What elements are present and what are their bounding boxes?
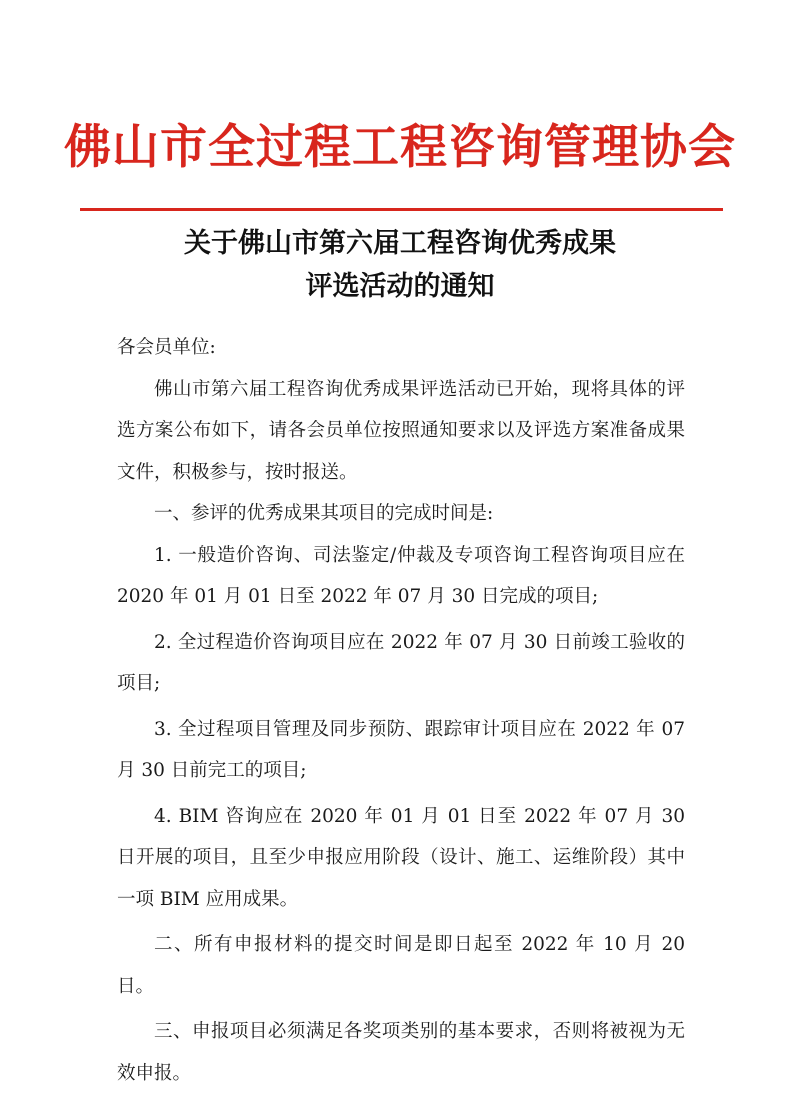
section-1-item-1: 1. 一般造价咨询、司法鉴定/仲裁及专项咨询工程咨询项目应在 2020 年 01 月 01 日至 2022 年 07 月 30 日完成的项目; [117, 544, 685, 607]
organization-header: 佛山市全过程工程咨询管理协会 [64, 120, 736, 175]
red-divider-line [80, 208, 723, 211]
section-1-heading: 一、参评的优秀成果其项目的完成时间是: [154, 503, 494, 524]
notice-title-line-1: 关于佛山市第六届工程咨询优秀成果 [184, 228, 616, 259]
section-2-paragraph: 二、所有申报材料的提交时间是即日起至 2022 年 10 月 20 日。 [117, 934, 685, 997]
salutation: 各会员单位: [117, 337, 216, 358]
section-1-item-2: 2. 全过程造价咨询项目应在 2022 年 07 月 30 日前竣工验收的项目; [117, 631, 685, 694]
notice-title [0, 222, 800, 308]
section-3-paragraph: 三、申报项目必须满足各奖项类别的基本要求，否则将被视为无效申报。 [117, 1021, 685, 1084]
notice-title-line-2: 评选活动的通知 [305, 271, 495, 302]
notice-body [117, 327, 685, 1094]
section-1-item-4: 4. BIM 咨询应在 2020 年 01 月 01 日至 2022 年 07 月 30 日开展的项目，且至少申报应用阶段（设计、施工、运维阶段）其中一项 BIM 应用成果。 [117, 805, 685, 910]
intro-paragraph: 佛山市第六届工程咨询优秀成果评选活动已开始，现将具体的评选方案公布如下，请各会员单位按照通知要求以及评选方案准备成果文件，积极参与，按时报送。 [117, 378, 685, 483]
section-1-item-3: 3. 全过程项目管理及同步预防、跟踪审计项目应在 2022 年 07 月 30 日前完工的项目; [117, 718, 685, 781]
